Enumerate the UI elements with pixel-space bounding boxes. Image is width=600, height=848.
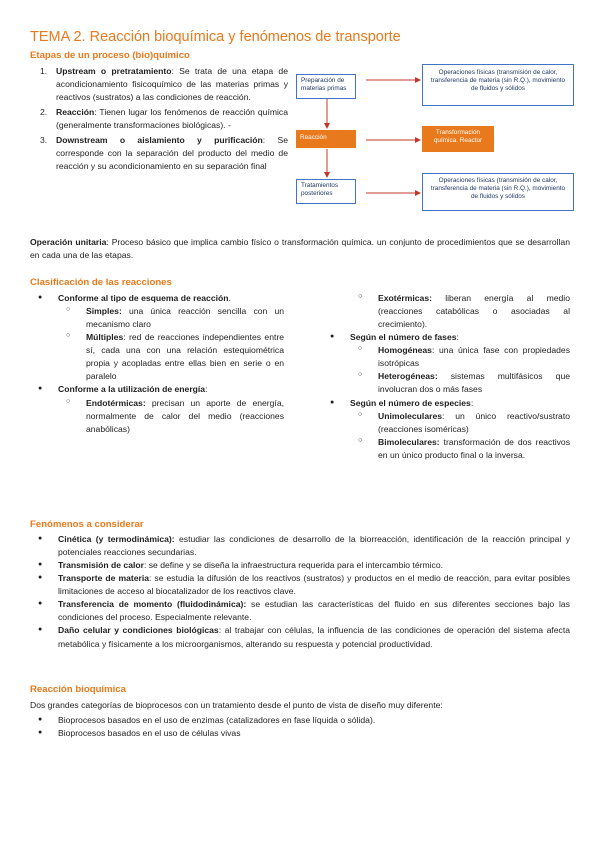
bullet-dot: ● [38, 574, 43, 582]
sub-exotermicas: ○ Exotérmicas: liberan energía al medio (reacciones catabólicas o asociadas al crecimiento). [358, 293, 570, 330]
diagram-right-box-1: Operaciones físicas (transmisión de calor, transferencia de materia (sin R.Q.), movimiento de fluidos y sólidos [422, 64, 574, 106]
fenomeno-item: ● Cinética (y termodinámica): estudiar las condiciones de desarrollo de la biorreacción, identificación de la reacción principal y potenciales reacciones secundarias. [38, 534, 571, 558]
sub-homogeneas: ○ Homogéneas: una única fase con propiedades isotrópicas [358, 345, 570, 369]
sub-multiples: ○ Múltiples: red de reacciones independientes entre sí, cada una con una relación estequiométrica propia y acopladas entre ellas bien en serie o en paralelo [66, 332, 284, 382]
diagram-box-tratamientos: Tratamientos posteriores [296, 179, 356, 204]
reaccion-intro: Dos grandes categorías de bioprocesos con un tratamiento desde el punto de vista de diseño muy diferente: [30, 700, 443, 710]
fenomeno-item: ● Transporte de materia: se estudia la difusión de los reactivos (sustratos) y productos en el medio de reacción, para evitar posibles limitaciones de acceso al biocatalizador de los reactivos clave. [38, 573, 570, 597]
etapas-heading: Etapas de un proceso (bio)químico [30, 50, 190, 61]
sub-endotermicas: ○ Endotérmicas: precisan un aporte de energía, normalmente de calor del medio (reacciones anabólicas) [66, 397, 284, 434]
bullet-dot: ● [38, 385, 43, 393]
diagram-right-box-2: Transformación química. Reactor [422, 126, 494, 152]
sub-bullet: ○ [358, 371, 363, 379]
bullet-esquema: ● Conforme al tipo de esquema de reacción. [38, 293, 231, 303]
sub-bullet: ○ [358, 293, 363, 300]
bullet-fases: ● Según el número de fases: [330, 332, 459, 343]
sub-bullet: ○ [66, 332, 71, 340]
sub-bullet: ○ [358, 345, 363, 353]
fenomeno-item: ● Transferencia de momento (fluidodinámica): se estudian las características del fluido en sus diferentes secciones bajo las condiciones del proceso. Especialmente relevante. [38, 599, 570, 623]
fenomenos-heading: Fenómenos a considerar [30, 519, 144, 530]
bullet-dot: ● [330, 398, 335, 406]
sub-bullet: ○ [358, 410, 363, 418]
bullet-especies: ● Según el número de especies: [330, 397, 474, 408]
bullet-dot: ● [38, 561, 43, 569]
sub-bimoleculares: ○ Bimoleculares: transformación de dos reactivos en un único producto final o la inversa. [358, 436, 570, 460]
diagram-box-reaccion: Reacción [296, 130, 356, 148]
bullet-energia: ● Conforme a la utilización de energía: [38, 384, 208, 395]
etapa-item-2: 2. Reacción: Tienen lugar los fenómenos de reacción química (generalmente transformaciones biológicas). - [40, 107, 288, 131]
sub-unimoleculares: ○ Unimoleculares: un único reactivo/sustrato (reacciones isoméricas) [358, 410, 570, 434]
bullet-dot: ● [38, 535, 43, 542]
reaccion-heading: Reacción bioquímica [30, 684, 126, 695]
clasificacion-right-col [330, 292, 570, 462]
reaccion-item: ● Bioprocesos basados en el uso de células vivas [38, 728, 241, 739]
sub-simples: ○ Simples: una única reacción sencilla con un mecanismo claro [66, 306, 284, 330]
bullet-dot: ● [38, 626, 43, 634]
etapa-item-3: 3. Downstream o aislamiento y purificación: Se corresponde con la separación del producto del medio de reacción y su acondicionamiento en su separación final [40, 135, 288, 172]
bullet-dot: ● [38, 600, 43, 608]
clasificacion-left-col [38, 292, 284, 436]
reaccion-item: ● Bioprocesos basados en el uso de enzimas (catalizadores en fase líquida o sólida). [38, 715, 376, 725]
diagram-box-preparacion: Preparación de materias primas [296, 74, 356, 99]
operacion-unitaria: Operación unitaria: Proceso básico que implica cambio físico o transformación química. un conjunto de procedimientos que se desarrollan en cada una de las etapas. [30, 237, 570, 261]
page-title: TEMA 2. Reacción bioquímica y fenómenos de transporte [30, 29, 401, 45]
sub-heterogeneas: ○ Heterogéneas: sistemas multifásicos que involucran dos o más fases [358, 371, 570, 395]
bullet-dot: ● [38, 729, 43, 737]
reaccion-list [38, 714, 570, 740]
fenomeno-item: ● Transmisión de calor: se define y se diseña la infraestructura requerida para el intercambio térmico. [38, 560, 443, 571]
clasificacion-heading: Clasificación de las reacciones [30, 277, 172, 288]
fenomenos-list [38, 533, 570, 651]
sub-bullet: ○ [66, 306, 71, 314]
sub-bullet: ○ [358, 436, 363, 444]
fenomeno-item: ● Daño celular y condiciones biológicas: al trabajar con células, la influencia de las condiciones de operación del sistema afecta metabólica y físicamente a los microorganismos, alterando su respuesta y potencial productividad. [38, 625, 570, 649]
etapa-item-1: 1. Upstream o pretratamiento: Se trata de una etapa de acondicionamiento fisicoquímico de las materias primas y reactivos (sustratos) a las condiciones de reacción. [40, 66, 288, 103]
bullet-dot: ● [330, 333, 335, 341]
diagram-right-box-3: Operaciones físicas (transmisión de calor, transferencia de materia (sin R.Q.), movimiento de fluidos y sólidos [422, 173, 574, 211]
bullet-dot: ● [38, 716, 43, 723]
bullet-dot: ● [38, 294, 43, 301]
etapas-list [40, 65, 288, 174]
sub-bullet: ○ [66, 397, 71, 405]
